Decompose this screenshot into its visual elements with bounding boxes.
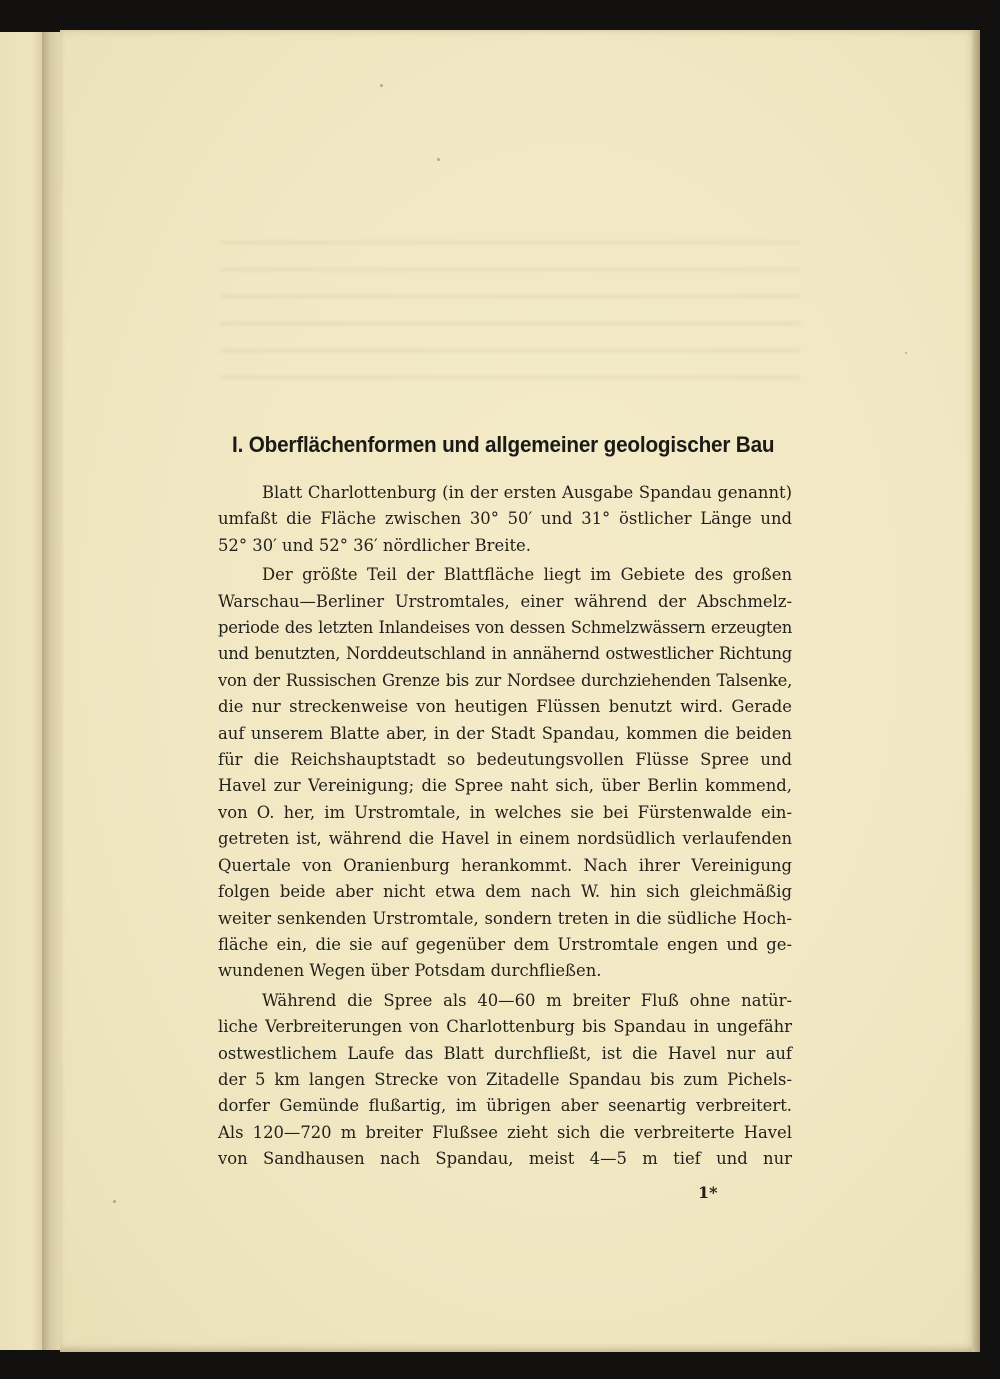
text-line: Havel zur Vereinigung; die Spree naht sich, über Berlin kommend, xyxy=(218,776,792,796)
text-line: die nur streckenweise von heutigen Flüssen benutzt wird. Gerade xyxy=(218,697,792,717)
text-line: von O. her, im Urstromtale, in welches sie bei Fürstenwalde ein- xyxy=(218,802,792,822)
show-through-text xyxy=(220,225,800,395)
text-line: dorfer Gemünde flußartig, im übrigen aber seenartig verbreitert. xyxy=(218,1096,792,1116)
text-line: für die Reichshauptstadt so bedeutungsvollen Flüsse Spree und xyxy=(218,750,792,770)
text-line: Warschau—Berliner Urstromtales, einer während der Abschmelz- xyxy=(218,591,792,611)
text-line: wundenen Wegen über Potsdam durchfließen. xyxy=(218,961,602,981)
text-line: periode des letzten Inlandeises von dessen Schmelzwässern erzeugten xyxy=(218,618,792,638)
text-line: Der größte Teil der Blattfläche liegt im Gebiete des großen xyxy=(262,565,792,585)
text-line: getreten ist, während die Havel in einem nordsüdlich verlaufenden xyxy=(218,829,792,849)
text-line: Während die Spree als 40—60 m breiter Fluß ohne natür- xyxy=(262,990,792,1010)
text-line: folgen beide aber nicht etwa dem nach W. hin sich gleichmäßig xyxy=(218,882,792,902)
paper-speck xyxy=(113,1200,116,1203)
paper-speck xyxy=(905,352,907,354)
body-text xyxy=(218,480,792,1176)
paragraph-2 xyxy=(218,562,792,985)
paper-speck xyxy=(437,158,440,161)
paragraph-3 xyxy=(218,988,792,1173)
paper-speck xyxy=(380,84,383,87)
text-line: Blatt Charlottenburg (in der ersten Ausgabe Spandau genannt) xyxy=(262,483,792,502)
paragraph-1 xyxy=(218,480,792,559)
text-line: ostwestlichem Laufe das Blatt durchfließt, ist die Havel nur auf xyxy=(218,1043,792,1063)
page-right-edge xyxy=(972,30,980,1352)
text-line: auf unserem Blatte aber, in der Stadt Spandau, kommen die beiden xyxy=(218,723,792,743)
signature-mark: 1* xyxy=(698,1183,718,1202)
text-line: Quertale von Oranienburg herankommt. Nach ihrer Vereinigung xyxy=(218,855,792,875)
text-line: weiter senkenden Urstromtale, sondern treten in die südliche Hoch- xyxy=(218,908,792,928)
section-heading: I. Oberflächenformen und allgemeiner geologischer Bau xyxy=(232,432,775,457)
text-line: und benutzten, Norddeutschland in annähernd ostwestlicher Richtung xyxy=(218,644,792,664)
text-line: Als 120—720 m breiter Flußsee zieht sich die verbreiterte Havel xyxy=(218,1122,792,1142)
text-line: von der Russischen Grenze bis zur Nordsee durchziehenden Talsenke, xyxy=(218,670,792,690)
text-line: liche Verbreiterungen von Charlottenburg bis Spandau in ungefähr xyxy=(218,1017,792,1037)
previous-page-edge xyxy=(0,32,44,1350)
text-line: von Sandhausen nach Spandau, meist 4—5 m tief und nur xyxy=(218,1149,792,1169)
text-line: umfaßt die Fläche zwischen 30° 50′ und 31° östlicher Länge und xyxy=(218,509,792,529)
text-line: 52° 30′ und 52° 36′ nördlicher Breite. xyxy=(218,535,531,555)
text-line: fläche ein, die sie auf gegenüber dem Urstromtale engen und ge- xyxy=(218,934,792,954)
text-line: der 5 km langen Strecke von Zitadelle Spandau bis zum Pichels- xyxy=(218,1069,792,1089)
